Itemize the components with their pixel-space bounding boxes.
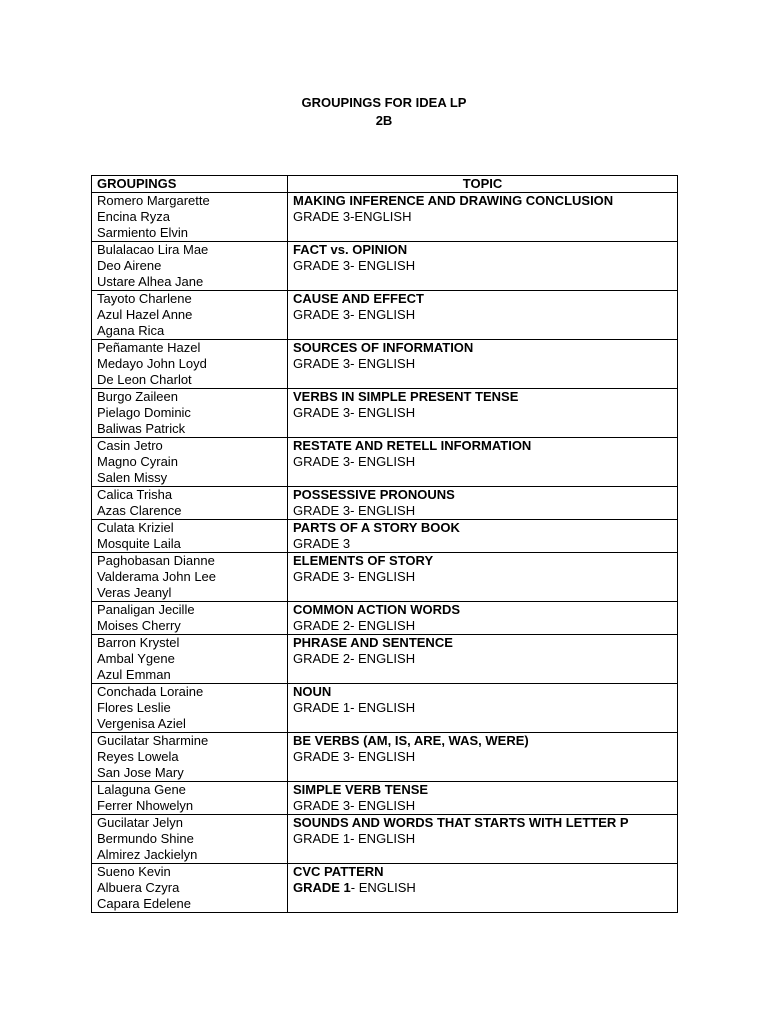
group-member: Azul Emman: [97, 667, 171, 682]
group-member: Ustare Alhea Jane: [97, 274, 204, 289]
table-row: [92, 340, 678, 389]
group-member: Lalaguna Gene: [97, 782, 186, 797]
group-members-cell: [92, 782, 288, 815]
group-member: Sarmiento Elvin: [97, 225, 189, 240]
table-row: [92, 291, 678, 340]
topic-grade: GRADE 3- ENGLISH: [293, 749, 416, 764]
table-row: [92, 438, 678, 487]
group-member: Flores Leslie: [97, 700, 171, 715]
topic-grade: GRADE 1- ENGLISH: [293, 831, 416, 846]
topic-cell: [288, 602, 678, 635]
group-member: Deo Airene: [97, 258, 162, 273]
group-member: Mosquite Laila: [97, 536, 181, 551]
topic-grade: GRADE 3- ENGLISH: [293, 503, 416, 518]
group-member: Ambal Ygene: [97, 651, 175, 666]
table-row: [92, 389, 678, 438]
document-subtitle: 2B: [375, 113, 393, 128]
topic-grade: GRADE 3- ENGLISH: [293, 798, 416, 813]
group-members-cell: [92, 242, 288, 291]
topic-cell: [288, 684, 678, 733]
topic-grade: GRADE 3-ENGLISH: [293, 209, 412, 224]
topic-cell: [288, 782, 678, 815]
groupings-table: [91, 175, 678, 913]
topic-cell: [288, 291, 678, 340]
group-member: Bermundo Shine: [97, 831, 194, 846]
group-members-cell: [92, 553, 288, 602]
group-member: Medayo John Loyd: [97, 356, 207, 371]
table-row: [92, 733, 678, 782]
topic-grade: GRADE 3- ENGLISH: [293, 356, 416, 371]
topic-header: TOPIC: [288, 176, 678, 193]
group-members-cell: [92, 340, 288, 389]
topic-title: SIMPLE VERB TENSE: [293, 782, 429, 797]
topic-cell: [288, 340, 678, 389]
group-members-cell: [92, 815, 288, 864]
table-row: [92, 635, 678, 684]
group-member: Tayoto Charlene: [97, 291, 192, 306]
group-member: Azul Hazel Anne: [97, 307, 193, 322]
topic-title: MAKING INFERENCE AND DRAWING CONCLUSION: [293, 193, 614, 208]
topic-title: PARTS OF A STORY BOOK: [293, 520, 460, 535]
topic-cell: [288, 487, 678, 520]
topic-title: PHRASE AND SENTENCE: [293, 635, 453, 650]
document-heading: [0, 94, 768, 130]
table-row: [92, 782, 678, 815]
group-member: Encina Ryza: [97, 209, 170, 224]
group-member: Moises Cherry: [97, 618, 181, 633]
topic-cell: [288, 193, 678, 242]
group-member: Reyes Lowela: [97, 749, 179, 764]
group-member: Panaligan Jecille: [97, 602, 195, 617]
topic-title: RESTATE AND RETELL INFORMATION: [293, 438, 532, 453]
group-members-cell: [92, 733, 288, 782]
topic-title: CAUSE AND EFFECT: [293, 291, 424, 306]
group-member: Burgo Zaileen: [97, 389, 178, 404]
topic-grade: GRADE 2- ENGLISH: [293, 618, 416, 633]
group-members-cell: [92, 193, 288, 242]
group-member: Peñamante Hazel: [97, 340, 201, 355]
document-title: GROUPINGS FOR IDEA LP: [301, 95, 467, 110]
group-member: Albuera Czyra: [97, 880, 180, 895]
table-row: [92, 553, 678, 602]
group-member: Casin Jetro: [97, 438, 163, 453]
table-row: [92, 242, 678, 291]
topic-cell: [288, 864, 678, 913]
table-body: [92, 193, 678, 913]
group-member: Conchada Loraine: [97, 684, 204, 699]
topic-cell: [288, 553, 678, 602]
group-member: Pielago Dominic: [97, 405, 191, 420]
topic-grade: GRADE 2- ENGLISH: [293, 651, 416, 666]
group-member: Gucilatar Jelyn: [97, 815, 183, 830]
group-member: Almirez Jackielyn: [97, 847, 198, 862]
group-members-cell: [92, 864, 288, 913]
group-members-cell: [92, 602, 288, 635]
table-row: [92, 602, 678, 635]
group-member: Romero Margarette: [97, 193, 210, 208]
topic-cell: [288, 815, 678, 864]
table-row: [92, 193, 678, 242]
group-member: De Leon Charlot: [97, 372, 192, 387]
group-member: Culata Kriziel: [97, 520, 174, 535]
topic-grade: GRADE 1- ENGLISH: [293, 700, 416, 715]
topic-title: SOUNDS AND WORDS THAT STARTS WITH LETTER P: [293, 815, 629, 830]
group-member: Agana Rica: [97, 323, 165, 338]
topic-title: COMMON ACTION WORDS: [293, 602, 461, 617]
table-header-row: [92, 176, 678, 193]
table-row: [92, 684, 678, 733]
group-member: Baliwas Patrick: [97, 421, 186, 436]
topic-title: CVC PATTERN: [293, 864, 384, 879]
topic-cell: [288, 733, 678, 782]
topic-grade: GRADE 3- ENGLISH: [293, 454, 416, 469]
topic-grade: [293, 880, 672, 896]
group-member: Bulalacao Lira Mae: [97, 242, 209, 257]
topic-grade: GRADE 3- ENGLISH: [293, 258, 416, 273]
group-member: Paghobasan Dianne: [97, 553, 215, 568]
group-member: San Jose Mary: [97, 765, 184, 780]
group-member: Ferrer Nhowelyn: [97, 798, 194, 813]
topic-title: FACT vs. OPINION: [293, 242, 408, 257]
group-members-cell: [92, 684, 288, 733]
table-row: [92, 520, 678, 553]
group-member: Salen Missy: [97, 470, 168, 485]
groupings-header: GROUPINGS: [92, 176, 288, 193]
group-member: Azas Clarence: [97, 503, 182, 518]
group-member: Capara Edelene: [97, 896, 191, 911]
group-member: Calica Trisha: [97, 487, 173, 502]
group-member: Magno Cyrain: [97, 454, 178, 469]
group-members-cell: [92, 291, 288, 340]
table-row: [92, 487, 678, 520]
group-member: Barron Krystel: [97, 635, 180, 650]
topic-grade-level: GRADE 1: [293, 880, 351, 895]
topic-grade: GRADE 3- ENGLISH: [293, 307, 416, 322]
group-member: Valderama John Lee: [97, 569, 217, 584]
group-member: Vergenisa Aziel: [97, 716, 186, 731]
group-members-cell: [92, 520, 288, 553]
topic-grade: GRADE 3: [293, 536, 351, 551]
topic-cell: [288, 242, 678, 291]
topic-cell: [288, 438, 678, 487]
topic-cell: [288, 635, 678, 684]
topic-grade: GRADE 3- ENGLISH: [293, 405, 416, 420]
group-member: Gucilatar Sharmine: [97, 733, 209, 748]
group-members-cell: [92, 487, 288, 520]
topic-title: NOUN: [293, 684, 332, 699]
topic-title: POSSESSIVE PRONOUNS: [293, 487, 455, 502]
topic-grade: GRADE 3- ENGLISH: [293, 569, 416, 584]
topic-grade-subject: - ENGLISH: [350, 880, 416, 895]
group-member: Sueno Kevin: [97, 864, 171, 879]
topic-cell: [288, 520, 678, 553]
topic-title: SOURCES OF INFORMATION: [293, 340, 474, 355]
group-members-cell: [92, 635, 288, 684]
group-members-cell: [92, 389, 288, 438]
topic-title: VERBS IN SIMPLE PRESENT TENSE: [293, 389, 519, 404]
group-members-cell: [92, 438, 288, 487]
topic-title: ELEMENTS OF STORY: [293, 553, 434, 568]
table-row: [92, 864, 678, 913]
group-member: Veras Jeanyl: [97, 585, 172, 600]
topic-cell: [288, 389, 678, 438]
table-row: [92, 815, 678, 864]
topic-title: BE VERBS (AM, IS, ARE, WAS, WERE): [293, 733, 529, 748]
